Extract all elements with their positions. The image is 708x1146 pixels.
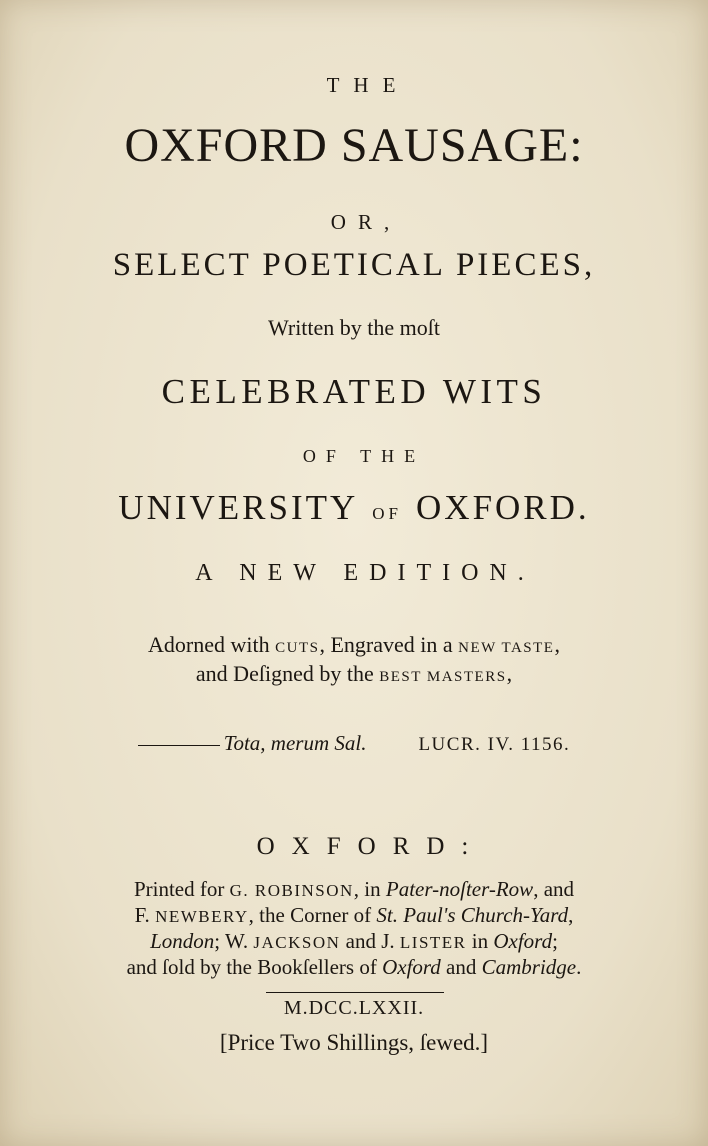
subtitle: SELECT POETICAL PIECES, [112, 247, 596, 283]
imprint-text: and J. [340, 929, 400, 953]
imprint-printer: G. ROBINSON [229, 881, 354, 900]
of-word: OF [372, 504, 403, 523]
imprint-city: Cambridge [481, 955, 577, 979]
imprint-line-3 [0, 929, 708, 954]
imprint-city: London [150, 929, 215, 953]
imprint-text: , [568, 903, 574, 927]
imprint-city: Oxford [382, 955, 441, 979]
imprint-text: F. [134, 903, 156, 927]
imprint-line-2 [0, 903, 708, 928]
book-title: OXFORD SAUSAGE: [124, 119, 584, 172]
of-the: OF THE [302, 446, 426, 466]
year-rule [266, 992, 444, 993]
place-of-publication: OXFORD: [256, 833, 486, 860]
imprint-text: ; [552, 929, 558, 953]
celebrated-wits: CELEBRATED WITS [161, 372, 547, 411]
designed-best-masters: BEST MASTERS [379, 669, 507, 685]
imprint-text: , and [533, 877, 575, 901]
imprint-text: and ſold by the Bookſellers of [126, 955, 383, 979]
imprint-text: , in [353, 877, 386, 901]
imprint-printer: NEWBERY [155, 907, 249, 926]
university-line [0, 488, 708, 528]
epigraph [0, 731, 708, 756]
designed-line [0, 661, 708, 687]
adorned-text-2: , Engraved in a [319, 632, 459, 657]
publication-year: M.DCC.LXXII. [283, 997, 425, 1019]
imprint-street: Pater-noſter-Row [385, 877, 534, 901]
imprint-text: in [466, 929, 494, 953]
epigraph-source: LUCR. IV. 1156. [418, 734, 571, 755]
adorned-line [0, 632, 708, 658]
adorned-text-3: , [554, 632, 560, 657]
imprint-printer: LISTER [399, 933, 467, 952]
imprint-city: Oxford [493, 929, 553, 953]
designed-text-1: and Deſigned by the [195, 661, 380, 686]
imprint-street: St. Paul's Church-Yard [376, 903, 569, 927]
designed-text-2: , [506, 661, 513, 686]
epigraph-text: Tota, merum Sal. [223, 731, 367, 755]
title-article: THE [326, 73, 410, 97]
imprint-text: and [440, 955, 482, 979]
imprint-text: , the Corner of [248, 903, 377, 927]
imprint-line-1 [0, 877, 708, 902]
oxford-word: OXFORD. [416, 488, 590, 527]
imprint-text: Printed for [133, 877, 230, 901]
title-or: OR, [330, 210, 402, 234]
edition: A NEW EDITION. [195, 560, 535, 586]
epigraph-dash [138, 745, 220, 746]
adorned-new-taste: NEW TASTE [458, 640, 555, 656]
imprint-text: ; W. [214, 929, 254, 953]
imprint-line-4 [0, 955, 708, 980]
price: [Price Two Shillings, ſewed.] [219, 1030, 489, 1055]
written-by: Written by the moſt [267, 315, 441, 340]
imprint-text: . [576, 955, 582, 979]
adorned-text-1: Adorned with [148, 632, 276, 657]
imprint-printer: JACKSON [253, 933, 341, 952]
adorned-cuts: CUTS [275, 640, 320, 656]
university-word: UNIVERSITY [118, 488, 359, 527]
